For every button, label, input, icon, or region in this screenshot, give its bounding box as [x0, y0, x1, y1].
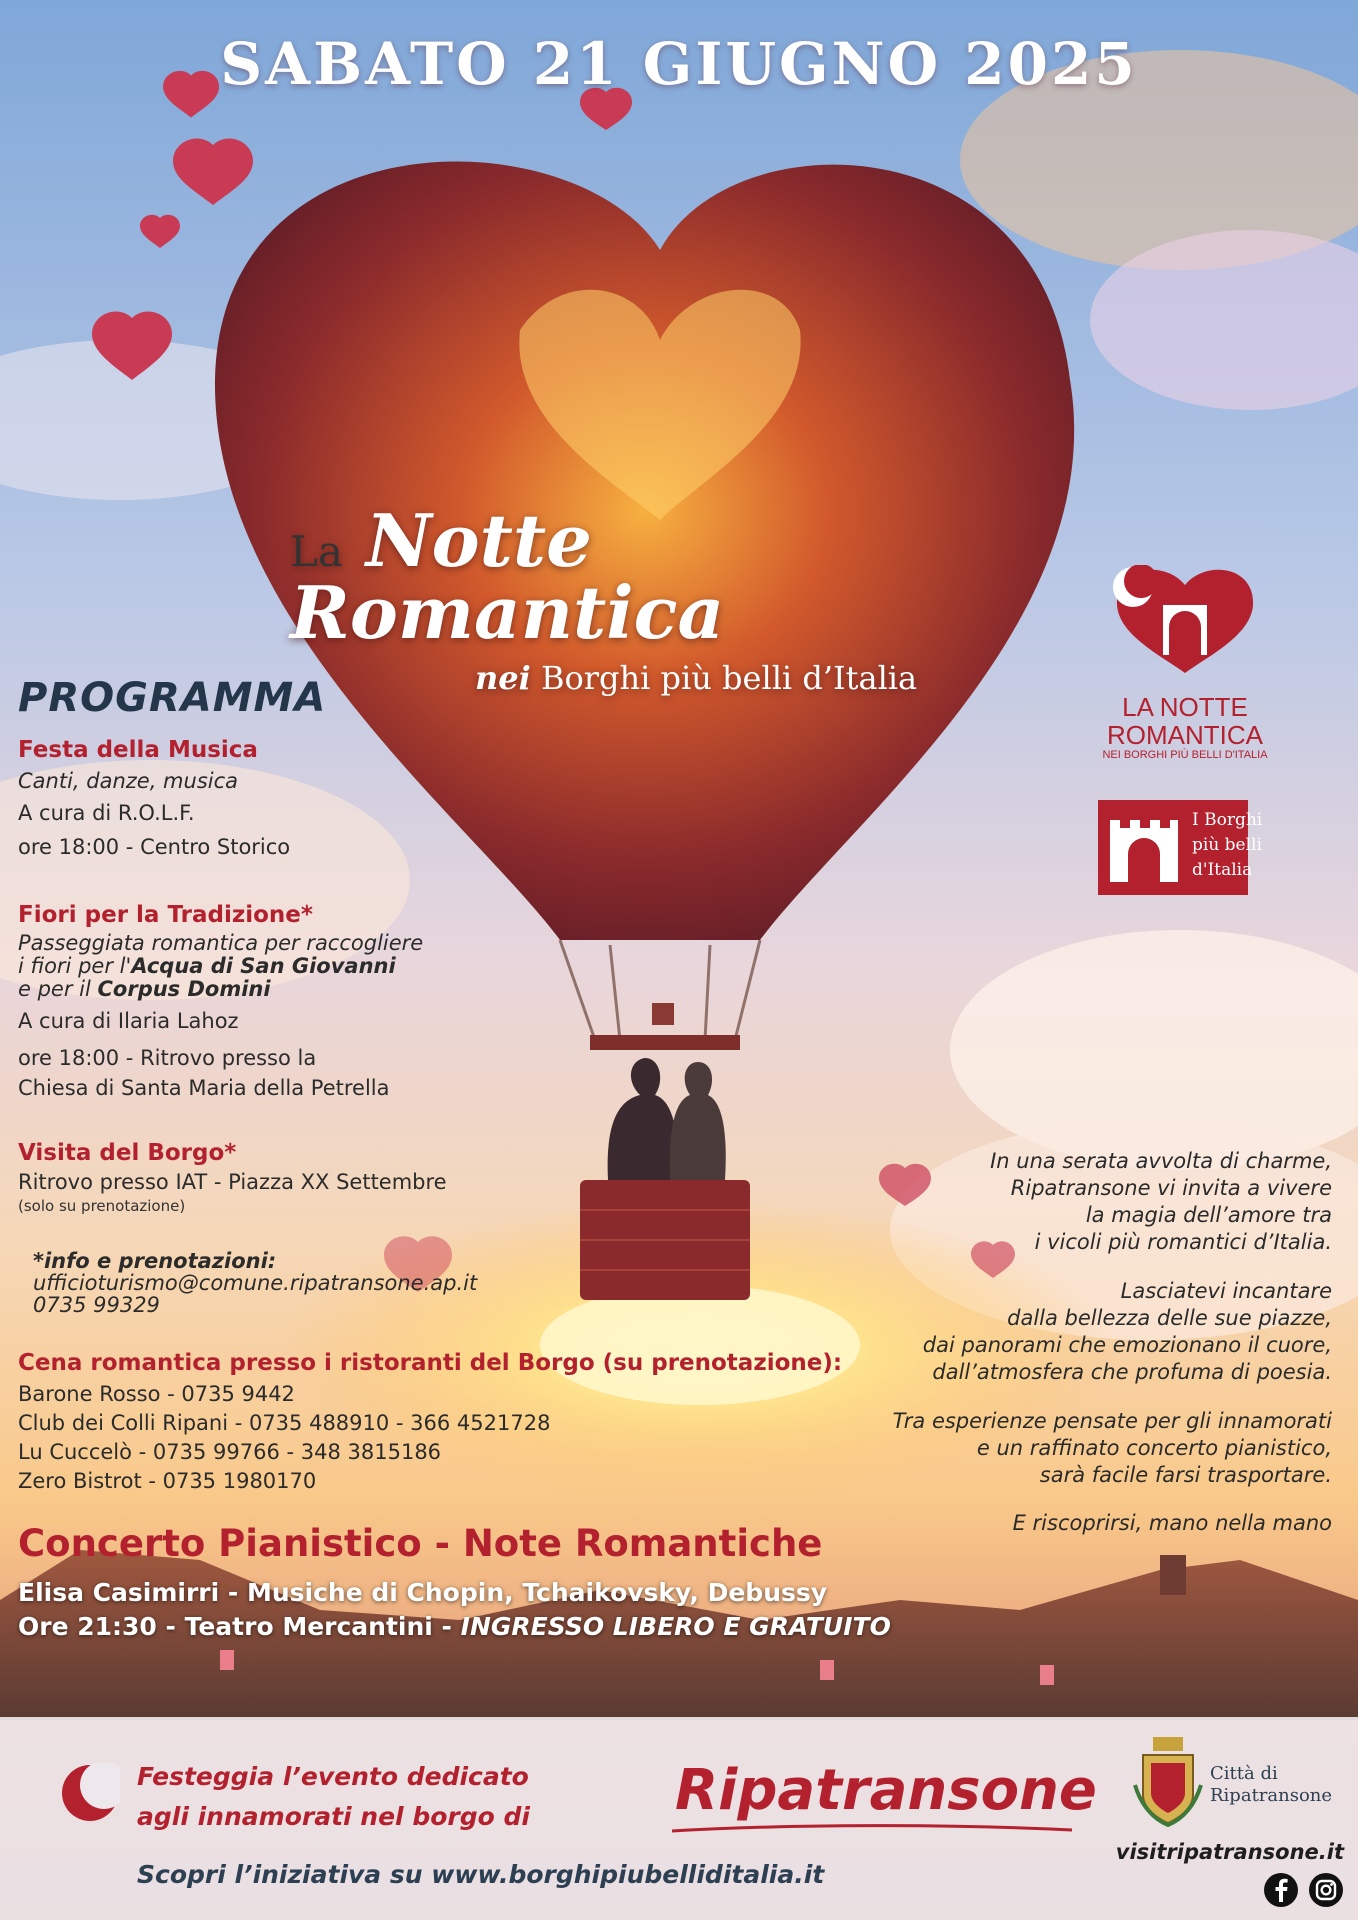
description-line: In una serata avvolta di charme,	[990, 1149, 1332, 1173]
notte-romantica-logo	[1105, 565, 1265, 675]
borghi-line1: I Borghi	[1192, 810, 1263, 830]
cena-item: Club dei Colli Ripani - 0735 488910 - 366 4521728	[18, 1411, 551, 1435]
website-link[interactable]: visitripatransone.it	[1115, 1840, 1344, 1864]
cena-item: Barone Rosso - 0735 9442	[18, 1382, 295, 1406]
heart-icon	[92, 311, 172, 380]
fiori-time1: ore 18:00 - Ritrovo presso la	[18, 1046, 317, 1070]
programma-heading: PROGRAMMA	[18, 675, 327, 721]
facebook-icon[interactable]	[1263, 1872, 1299, 1908]
event-date: SABATO 21 GIUGNO 2025	[220, 30, 1138, 98]
borghi-line3: d'Italia	[1192, 860, 1253, 880]
description-line: dalla bellezza delle sue piazze,	[1007, 1306, 1332, 1330]
concerto-line2b: INGRESSO LIBERO E GRATUITO	[460, 1612, 891, 1641]
description-line: e un raffinato concerto pianistico,	[976, 1436, 1332, 1460]
concerto-title: Concerto Pianistico - Note Romantiche	[18, 1522, 823, 1565]
citta-line1: Città di	[1210, 1763, 1278, 1784]
footer-link[interactable]: www.borghipiubelliditalia.it	[431, 1860, 825, 1889]
description-p1	[990, 1148, 1332, 1256]
fiori-desc1: Passeggiata romantica per raccogliere	[18, 931, 424, 955]
footer-tagline	[137, 1757, 530, 1837]
fiori-cura: A cura di Ilaria Lahoz	[18, 1009, 239, 1033]
visita-section	[18, 1140, 447, 1215]
fiori-time2: Chiesa di Santa Maria della Petrella	[18, 1076, 390, 1100]
description-line: Tra esperienze pensate per gli innamorati	[892, 1409, 1332, 1433]
fiori-title: Fiori per la Tradizione*	[18, 902, 313, 928]
description-line: Lasciatevi incantare	[1120, 1279, 1332, 1303]
info-section	[33, 1250, 477, 1316]
description-line: dall’atmosfera che profuma di poesia.	[932, 1360, 1332, 1384]
borghi-line2: più belli	[1192, 835, 1262, 855]
instagram-icon[interactable]	[1308, 1872, 1344, 1908]
fiori-desc2b: Acqua di San Giovanni	[131, 954, 396, 978]
info-title: *info e prenotazioni:	[33, 1249, 277, 1273]
title-prefix: La	[290, 527, 343, 576]
description-line: dai panorami che emozionano il cuore,	[922, 1333, 1332, 1357]
description-p4: E riscoprirsi, mano nella mano	[1012, 1511, 1332, 1535]
fiori-desc2a: i fiori per l'	[18, 954, 132, 978]
visita-title: Visita del Borgo*	[18, 1140, 237, 1166]
visita-line: Ritrovo presso IAT - Piazza XX Settembre	[18, 1170, 447, 1194]
description-p3	[893, 1408, 1332, 1489]
festa-section	[18, 737, 290, 859]
heart-icon	[879, 1164, 931, 1206]
description-line: sarà facile farsi trasportare.	[1039, 1463, 1332, 1487]
moon-icon	[60, 1763, 120, 1823]
cena-section	[18, 1350, 842, 1496]
castle-icon	[1106, 812, 1182, 884]
info-phone[interactable]: 0735 99329	[33, 1293, 160, 1317]
heart-icon	[173, 138, 253, 205]
festa-desc: Canti, danze, musica	[18, 769, 239, 793]
cena-title: Cena romantica presso i ristoranti del Borgo (su prenotazione):	[18, 1350, 843, 1376]
logo-line2: ROMANTICA	[1107, 720, 1263, 750]
cena-item: Lu Cuccelò - 0735 99766 - 348 3815186	[18, 1440, 442, 1464]
cena-item: Zero Bistrot - 0735 1980170	[18, 1469, 317, 1493]
concerto-line1: Elisa Casimirri - Musiche di Chopin, Tchaikovsky, Debussy	[18, 1578, 828, 1607]
festa-time: ore 18:00 - Centro Storico	[18, 835, 291, 859]
citta-line2: Ripatransone	[1210, 1785, 1333, 1806]
fiori-section	[18, 902, 423, 1103]
title-sub: Borghi più belli d’Italia	[540, 659, 918, 697]
footer-line1: Festeggia l’evento dedicato	[137, 1762, 529, 1791]
description-p2	[923, 1278, 1332, 1386]
description-line: i vicoli più romantici d’Italia.	[1034, 1230, 1332, 1254]
logo-line1: LA NOTTE	[1122, 692, 1248, 722]
event-title	[290, 498, 1010, 697]
concerto-line2a: Ore 21:30 - Teatro Mercantini -	[18, 1612, 461, 1641]
fiori-desc3b: Corpus Domini	[97, 977, 271, 1001]
heart-icon	[140, 215, 180, 248]
visita-note: (solo su prenotazione)	[18, 1197, 186, 1215]
title-sub-italic: nei	[475, 659, 531, 697]
crest-icon	[1133, 1735, 1203, 1827]
town-name: Ripatransone	[675, 1758, 1097, 1823]
festa-title: Festa della Musica	[18, 737, 258, 763]
town-underline	[672, 1822, 1072, 1836]
description-line: la magia dell’amore tra	[1085, 1203, 1332, 1227]
description-line: Ripatransone vi invita a vivere	[1010, 1176, 1332, 1200]
festa-cura: A cura di R.O.L.F.	[18, 801, 195, 825]
fiori-desc3a: e per il	[18, 977, 98, 1001]
info-email[interactable]: ufficioturismo@comune.ripatransone.ap.it	[33, 1271, 478, 1295]
logo-line3: NEI BORGHI PIÙ BELLI D'ITALIA	[1102, 749, 1268, 761]
footer-line2: agli innamorati nel borgo di	[137, 1802, 530, 1831]
title-main: Notte Romantica	[290, 498, 725, 655]
footer-link-prefix: Scopri l’iniziativa su	[137, 1860, 432, 1889]
citta-label	[1210, 1763, 1332, 1807]
